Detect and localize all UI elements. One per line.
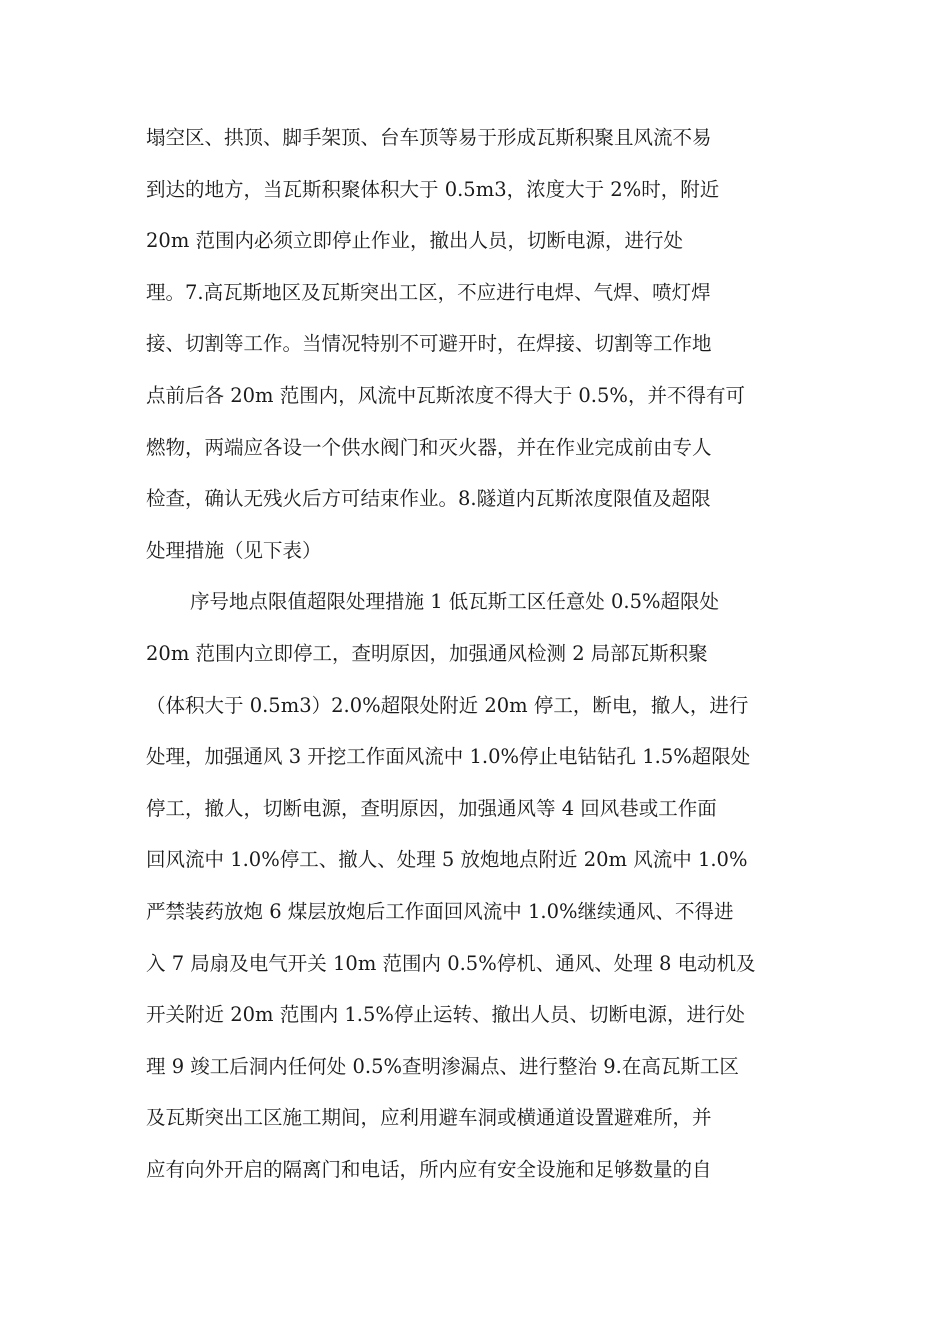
document-body xyxy=(146,112,808,1195)
text-line: 停工，撤人，切断电源，查明原因，加强通风等 4 回风巷或工作面 xyxy=(146,796,717,820)
paragraph xyxy=(146,576,808,1195)
text-line: 及瓦斯突出工区施工期间，应利用避车洞或横通道设置避难所，并 xyxy=(146,1106,712,1130)
text-line: 回风流中 1.0%停工、撤人、处理 5 放炮地点附近 20m 风流中 1.0% xyxy=(146,848,748,872)
text-line: 燃物，两端应各设一个供水阀门和灭火器，并在作业完成前由专人 xyxy=(146,435,712,459)
text-line: 接、切割等工作。当情况特别不可避开时，在焊接、切割等工作地 xyxy=(146,332,712,356)
text-line: 处理措施（见下表） xyxy=(146,538,322,562)
text-line: 20m 范围内立即停工，查明原因，加强通风检测 2 局部瓦斯积聚 xyxy=(146,641,708,665)
text-line: 处理，加强通风 3 开挖工作面风流中 1.0%停止电钻钻孔 1.5%超限处 xyxy=(146,745,751,769)
text-line: 塌空区、拱顶、脚手架顶、台车顶等易于形成瓦斯积聚且风流不易 xyxy=(146,126,712,149)
text-line: 点前后各 20m 范围内，风流中瓦斯浓度不得大于 0.5%，并不得有可 xyxy=(146,383,745,407)
text-line: 应有向外开启的隔离门和电话，所内应有安全设施和足够数量的自 xyxy=(146,1157,712,1181)
text-line: 20m 范围内必须立即停止作业，撤出人员，切断电源，进行处 xyxy=(146,229,684,253)
text-line: 理。7.高瓦斯地区及瓦斯突出工区，不应进行电焊、气焊、喷灯焊 xyxy=(146,280,711,304)
text-line: 严禁装药放炮 6 煤层放炮后工作面回风流中 1.0%继续通风、不得进 xyxy=(146,899,734,923)
text-line: （体积大于 0.5m3）2.0%超限处附近 20m 停工，断电，撤人，进行 xyxy=(146,693,749,717)
text-line: 理 9 竣工后洞内任何处 0.5%查明渗漏点、进行整治 9.在高瓦斯工区 xyxy=(146,1054,739,1078)
text-line: 开关附近 20m 范围内 1.5%停止运转、撤出人员、切断电源，进行处 xyxy=(146,1003,745,1027)
text-line: 到达的地方，当瓦斯积聚体积大于 0.5m3，浓度大于 2%时，附近 xyxy=(146,177,720,201)
text-line: 入 7 局扇及电气开关 10m 范围内 0.5%停机、通风、处理 8 电动机及 xyxy=(146,951,756,975)
text-line: 检查，确认无残火后方可结束作业。8.隧道内瓦斯浓度限值及超限 xyxy=(146,487,711,511)
text-line: 序号地点限值超限处理措施 1 低瓦斯工区任意处 0.5%超限处 xyxy=(190,590,720,614)
paragraph xyxy=(146,112,808,576)
